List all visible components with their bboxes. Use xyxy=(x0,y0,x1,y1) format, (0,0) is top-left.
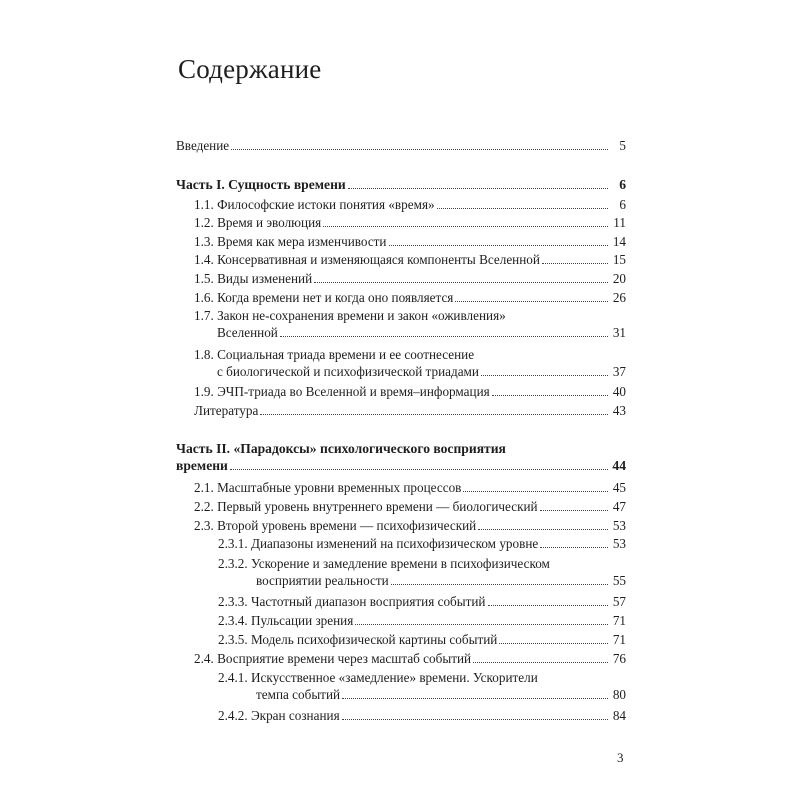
toc-entry-number: 2.4.1. xyxy=(218,670,248,685)
toc-entry-page: 44 xyxy=(612,458,626,473)
toc-entry-label: ЭЧП-триада во Вселенной и время–информация xyxy=(217,384,490,399)
toc-subentry xyxy=(218,707,626,724)
toc-entry xyxy=(194,233,626,250)
dot-leader xyxy=(481,375,608,376)
toc-entry-number: 1.3. xyxy=(194,234,214,249)
toc-entry-continuation: темпа событий xyxy=(256,687,341,702)
toc-entry-label: Модель психофизической картины событий xyxy=(250,632,498,647)
toc-entry-title xyxy=(194,196,437,213)
dot-leader xyxy=(323,226,608,227)
dot-leader xyxy=(492,395,608,396)
toc-subentry xyxy=(218,631,626,648)
dot-leader xyxy=(540,510,608,511)
toc-entry-page: 71 xyxy=(612,632,626,647)
dot-leader xyxy=(342,719,608,720)
toc-entry-title xyxy=(194,650,473,667)
toc-subentry xyxy=(218,535,626,552)
toc-entry-label: Время и эволюция xyxy=(217,215,322,230)
page-title: Содержание xyxy=(178,54,322,84)
toc-entry-page: 11 xyxy=(613,215,626,230)
toc-entry-page: 55 xyxy=(612,573,626,588)
toc-entry-page: 26 xyxy=(612,290,626,305)
dot-leader xyxy=(542,263,608,264)
toc-entry-label: Экран сознания xyxy=(250,708,340,723)
toc-entry-label: Закон не-сохранения времени и закон «оживления» xyxy=(217,308,506,323)
dot-leader xyxy=(348,188,608,189)
toc-entry xyxy=(194,498,626,515)
toc-entry-label: Социальная триада времени и ее соотнесение xyxy=(217,347,475,362)
toc-subentry xyxy=(218,612,626,629)
toc-part-continuation: времени xyxy=(176,458,228,473)
dot-leader xyxy=(540,547,608,548)
toc-entry-page: 80 xyxy=(612,687,626,702)
toc-entry-continuation: с биологической и психофизической триадами xyxy=(217,364,479,379)
dot-leader xyxy=(314,282,608,283)
toc-entry-label: Время как мера изменчивости xyxy=(217,234,387,249)
toc-entry-number: 2.4.2. xyxy=(218,708,248,723)
toc-entry-label: Виды изменений xyxy=(217,271,313,286)
toc-subentry xyxy=(218,555,626,589)
toc-entry-page: 37 xyxy=(612,364,626,379)
toc-entry-label: Масштабные уровни временных процессов xyxy=(217,480,462,495)
toc-entry-page: 57 xyxy=(612,594,626,609)
toc-entry xyxy=(194,270,626,287)
toc-entry xyxy=(194,251,626,268)
toc-entry-title xyxy=(218,707,342,724)
toc-entry-page: 15 xyxy=(612,252,626,267)
toc-entry xyxy=(194,289,626,306)
toc-entry xyxy=(194,479,626,496)
toc-entry-title xyxy=(194,214,323,231)
toc-entry-number: 2.3.3. xyxy=(218,594,248,609)
toc-entry-title xyxy=(218,593,488,610)
toc-entry-title: Введение xyxy=(176,138,230,153)
toc-entry-page: 6 xyxy=(619,197,626,212)
toc-entry-label: Когда времени нет и когда оно появляется xyxy=(217,290,454,305)
toc-subentry xyxy=(218,669,626,703)
toc-entry-page: 14 xyxy=(612,234,626,249)
toc-entry-number: 1.1. xyxy=(194,197,214,212)
toc-entry-page: 6 xyxy=(619,177,626,192)
toc-entry-title xyxy=(194,289,455,306)
toc-entry-page: 47 xyxy=(612,499,626,514)
toc-entry-label: Искусственное «замедление» времени. Ускорители xyxy=(250,670,538,685)
dot-leader xyxy=(437,208,608,209)
dot-leader xyxy=(280,336,608,337)
toc-entry-label: Второй уровень времени — психофизический xyxy=(217,518,477,533)
toc-entry-page: 53 xyxy=(612,518,626,533)
toc-part-title: Часть II. «Парадоксы» психологического восприятия xyxy=(176,441,506,456)
toc-entry-introduction xyxy=(176,137,626,154)
toc-entry-title xyxy=(194,517,478,534)
toc-entry-page: 53 xyxy=(612,536,626,551)
toc-entry xyxy=(194,307,626,341)
toc-entry-title xyxy=(194,307,626,324)
dot-leader xyxy=(463,491,608,492)
toc-entry-page: 5 xyxy=(619,138,626,153)
toc-entry-title xyxy=(194,346,626,363)
toc-entry xyxy=(194,650,626,667)
toc-entry-number: 2.3.5. xyxy=(218,632,248,647)
toc-entry-number: 2.4. xyxy=(194,651,214,666)
dot-leader xyxy=(391,584,608,585)
toc-entry-number: 1.5. xyxy=(194,271,214,286)
toc-entry-title xyxy=(218,612,355,629)
toc-entry-title: Литература xyxy=(194,403,259,418)
dot-leader xyxy=(231,149,608,150)
toc-entry-label: Философские истоки понятия «время» xyxy=(217,197,435,212)
toc-entry xyxy=(194,214,626,231)
page-number: 3 xyxy=(617,750,624,765)
dot-leader xyxy=(389,245,609,246)
toc-part-2 xyxy=(176,440,626,474)
dot-leader xyxy=(473,662,608,663)
toc-entry-title xyxy=(194,270,314,287)
toc-entry-number: 1.6. xyxy=(194,290,214,305)
toc-subentry xyxy=(218,593,626,610)
toc-entry xyxy=(194,517,626,534)
toc-entry xyxy=(194,383,626,400)
toc-entry-page: 31 xyxy=(612,325,626,340)
toc-entry-number: 2.1. xyxy=(194,480,214,495)
toc-entry-page: 71 xyxy=(612,613,626,628)
dot-leader xyxy=(455,301,608,302)
toc-entry xyxy=(194,196,626,213)
dot-leader xyxy=(342,698,608,699)
toc-entry-number: 1.8. xyxy=(194,347,214,362)
toc-entry-number: 1.4. xyxy=(194,252,214,267)
dot-leader xyxy=(260,414,608,415)
toc-entry-title xyxy=(194,498,540,515)
toc-entry-title xyxy=(194,479,463,496)
toc-entry-page: 43 xyxy=(612,403,626,418)
toc-entry-title xyxy=(194,251,542,268)
toc-entry-label: Первый уровень внутреннего времени — биологический xyxy=(217,499,538,514)
toc-entry-label: Частотный диапазон восприятия событий xyxy=(250,594,486,609)
dot-leader xyxy=(230,469,608,470)
toc-entry-number: 2.3.1. xyxy=(218,536,248,551)
toc-entry-number: 1.7. xyxy=(194,308,214,323)
dot-leader xyxy=(355,624,608,625)
toc-entry-label: Консервативная и изменяющаяся компоненты Вселенной xyxy=(217,252,540,267)
toc-entry-page: 84 xyxy=(612,708,626,723)
toc-entry-label: Диапазоны изменений на психофизическом уровне xyxy=(250,536,539,551)
toc-part-1 xyxy=(176,176,626,193)
dot-leader xyxy=(478,529,608,530)
toc-entry-title xyxy=(194,383,492,400)
toc-entry-number: 2.2. xyxy=(194,499,214,514)
toc-entry-number: 2.3. xyxy=(194,518,214,533)
toc-entry-title xyxy=(218,669,626,686)
toc-entry-title xyxy=(218,631,499,648)
toc-entry-number: 2.3.2. xyxy=(218,556,248,571)
toc-entry-title xyxy=(218,555,626,572)
toc-entry-label: Пульсации зрения xyxy=(250,613,354,628)
toc-part-title: Часть I. Сущность времени xyxy=(176,177,346,192)
toc-entry-literature xyxy=(194,402,626,419)
toc-entry-page: 20 xyxy=(612,271,626,286)
toc-entry-title xyxy=(218,535,540,552)
toc-entry-number: 2.3.4. xyxy=(218,613,248,628)
toc-entry-continuation: восприятии реальности xyxy=(256,573,389,588)
toc-entry-page: 40 xyxy=(612,384,626,399)
dot-leader xyxy=(499,643,608,644)
toc-entry-label: Восприятие времени через масштаб событий xyxy=(217,651,472,666)
toc-entry-number: 1.9. xyxy=(194,384,214,399)
toc-entry-number: 1.2. xyxy=(194,215,214,230)
toc-entry-title xyxy=(194,233,389,250)
toc-entry-label: Ускорение и замедление времени в психофизическом xyxy=(250,556,550,571)
toc-entry-page: 76 xyxy=(612,651,626,666)
toc-entry xyxy=(194,346,626,380)
toc-entry-page: 45 xyxy=(612,480,626,495)
dot-leader xyxy=(488,605,609,606)
toc-entry-continuation: Вселенной xyxy=(217,325,278,340)
